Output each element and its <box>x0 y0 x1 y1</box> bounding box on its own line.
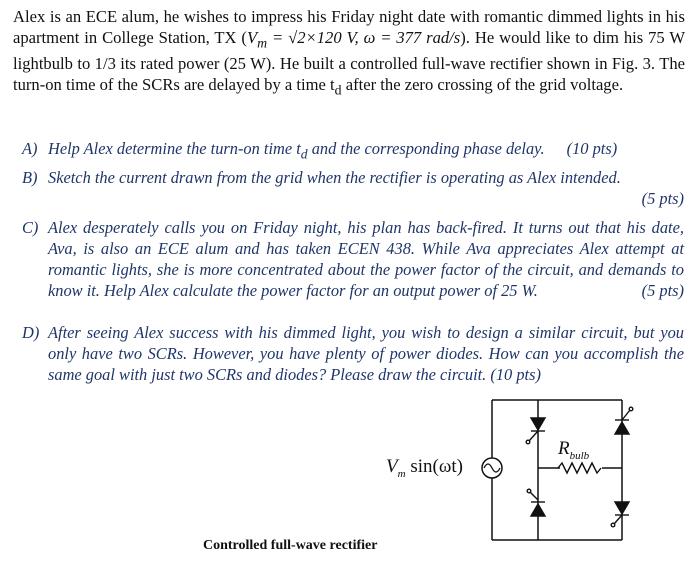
scr-top-left <box>526 418 545 444</box>
question-a <box>22 138 684 164</box>
load-label: $R_{bulb}$ <box>558 438 590 462</box>
intro-part-3: after the zero crossing of the grid voltage. <box>341 75 624 95</box>
scr-bottom-right <box>611 502 629 527</box>
problem-intro <box>13 6 685 101</box>
question-a-points: (10 pts) <box>566 139 618 158</box>
circuit-wires <box>492 400 622 540</box>
question-c-text: Alex desperately calls you on Friday night, his plan has back-fired. It turns out that his date, Ava, is also an ECE alum and has taken ECEN 438. While Ava appreciates Alex attempt at romantic lights, she is more concentrated about the power factor of the circuit, and demands to know it. Help Alex calculate the power factor for an output power of 25 W. <box>48 218 684 300</box>
question-d-points: (10 pts) <box>490 365 541 384</box>
bulb-resistor <box>558 462 602 474</box>
question-c <box>22 217 684 301</box>
vm-symbol: V <box>246 28 258 47</box>
question-a-text-2: and the corresponding phase delay. <box>307 139 545 158</box>
intro-part-1: Alex is an ECE alum, he wishes to impress his Friday night date with romantic dimmed lights in his apartment in College Station, TX ( <box>13 7 685 47</box>
question-b-label: B) <box>22 168 38 187</box>
td-subscript: d <box>334 82 342 98</box>
scr-top-right <box>615 407 633 434</box>
question-d-text: After seeing Alex success with his dimmed light, you wish to design a similar circuit, but you only have two SCRs. However, you have plenty of power diodes. How can you accomplish the same goal with just two SCRs and diodes? Please draw the circuit. <box>48 323 684 384</box>
scr-bottom-left <box>527 489 545 516</box>
vm-subscript: m <box>257 35 268 51</box>
intro-part-2: ). He would like to dim his 75 W lightbulb to 1/3 its rated power (25 W). He built a controlled full-wave rectifier shown in Fig. 3. The turn-on time of the SCRs are delayed by a time t <box>13 28 685 95</box>
question-b-points: (5 pts) <box>641 189 684 208</box>
question-a-label: A) <box>22 139 38 158</box>
question-d-label: D) <box>22 323 40 342</box>
question-d <box>22 322 684 385</box>
question-b <box>22 167 684 209</box>
question-c-label: C) <box>22 218 39 237</box>
question-b-text: Sketch the current drawn from the grid when the rectifier is operating as Alex intended. <box>48 168 621 187</box>
ac-source-symbol <box>482 458 502 478</box>
source-label: $V_m$ sin(ωt) <box>386 456 463 480</box>
rectifier-circuit-diagram <box>380 396 660 546</box>
question-c-points: (5 pts) <box>641 281 684 300</box>
question-a-text: Help Alex determine the turn-on time t <box>48 139 301 158</box>
grid-formula: = √2×120 V, ω = 377 rad/s <box>267 28 461 47</box>
figure-caption: Controlled full-wave rectifier <box>203 538 378 553</box>
question-a-subscript: d <box>300 146 308 162</box>
